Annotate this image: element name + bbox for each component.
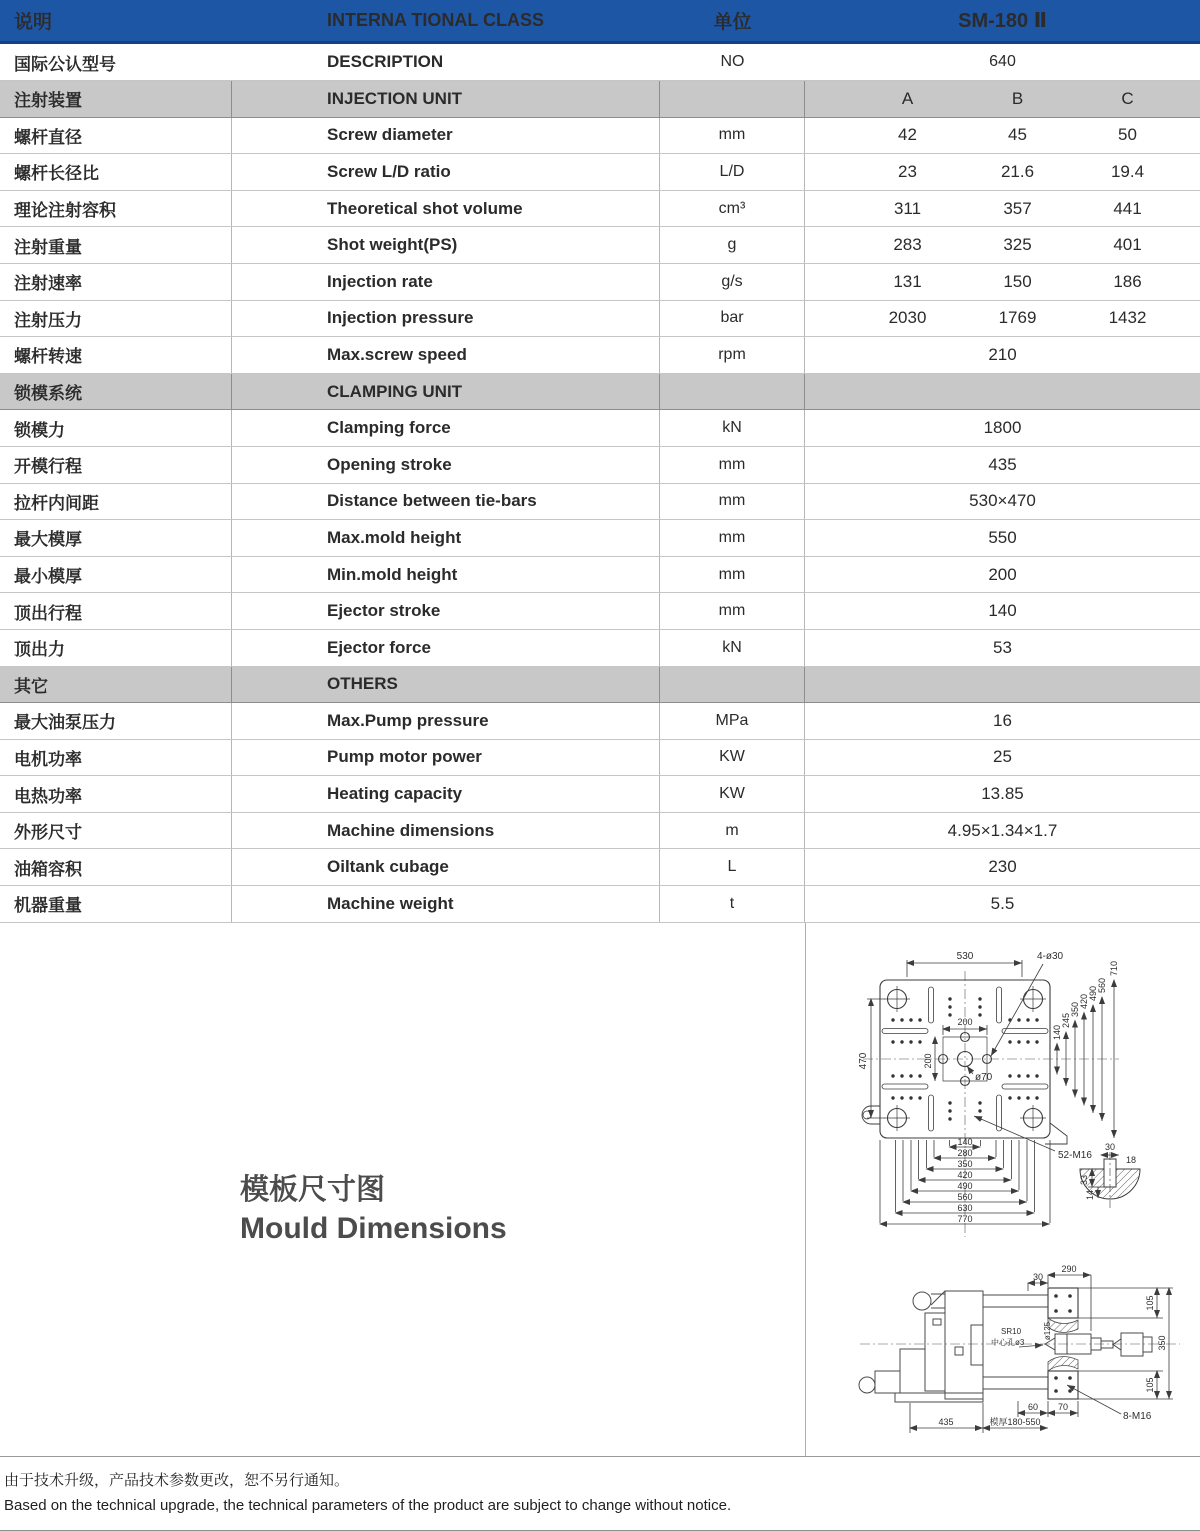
row-values bbox=[805, 849, 1200, 885]
dim-label: 435 bbox=[938, 1416, 954, 1427]
row-value: 530×470 bbox=[969, 491, 1036, 511]
table-row bbox=[0, 776, 1200, 813]
row-unit: mm bbox=[660, 447, 805, 483]
table-row bbox=[0, 118, 1200, 155]
dim-label: 630 bbox=[957, 1202, 973, 1213]
dim-label: 560 bbox=[1097, 977, 1107, 993]
row-value: 200 bbox=[988, 564, 1017, 584]
row-label-cn: 开模行程 bbox=[0, 447, 232, 483]
dim-label: 140 bbox=[1052, 1024, 1062, 1040]
row-label-cn: 锁模力 bbox=[0, 410, 232, 446]
dim-label: 105 bbox=[1145, 1377, 1155, 1393]
row-label-cn: 最小模厚 bbox=[0, 557, 232, 593]
value-b: 357 bbox=[1003, 198, 1032, 218]
section-label-en: CLAMPING UNIT bbox=[232, 374, 660, 410]
dim-label: 350 bbox=[957, 1158, 973, 1169]
table-subheader-row bbox=[0, 44, 1200, 81]
value-a: 311 bbox=[893, 198, 922, 218]
subheader-label-en: DESCRIPTION bbox=[327, 52, 444, 71]
row-value: 140 bbox=[988, 601, 1017, 621]
table-row bbox=[0, 301, 1200, 338]
row-unit: KW bbox=[660, 740, 805, 776]
table-row bbox=[0, 520, 1200, 557]
row-label-cn: 外形尺寸 bbox=[0, 813, 232, 849]
table-row bbox=[0, 191, 1200, 228]
dim-label: 60 bbox=[1027, 1401, 1039, 1412]
table-row bbox=[0, 630, 1200, 667]
subheader-model-number: 640 bbox=[989, 53, 1016, 70]
row-value: 53 bbox=[993, 637, 1012, 657]
value-a: 2030 bbox=[888, 308, 927, 328]
header-model-name: SM-180 Ⅱ bbox=[958, 10, 1047, 32]
nozzle-dim-label: ø125 bbox=[1043, 1321, 1052, 1340]
dim-label: 770 bbox=[957, 1213, 973, 1224]
table-row bbox=[0, 813, 1200, 850]
dim-label: 280 bbox=[957, 1147, 973, 1158]
table-row bbox=[0, 227, 1200, 264]
section-row-clamping-unit bbox=[0, 374, 1200, 411]
dim-label: 70 bbox=[1057, 1401, 1069, 1412]
machine-side-view-drawing bbox=[805, 1261, 1200, 1439]
value-a: 23 bbox=[898, 161, 917, 181]
row-value: 5.5 bbox=[990, 893, 1015, 913]
value-b: 150 bbox=[1003, 271, 1032, 291]
row-values bbox=[805, 630, 1200, 666]
row-label-cn: 顶出力 bbox=[0, 630, 232, 666]
col-a-header: A bbox=[901, 88, 914, 108]
row-values bbox=[805, 191, 1200, 227]
row-unit: L bbox=[660, 849, 805, 885]
row-unit: rpm bbox=[660, 337, 805, 373]
row-values bbox=[805, 813, 1200, 849]
row-label-en: Ejector force bbox=[232, 630, 660, 666]
row-label-cn: 最大模厚 bbox=[0, 520, 232, 556]
row-label-en: Min.mold height bbox=[232, 557, 660, 593]
row-values bbox=[805, 410, 1200, 446]
row-values bbox=[805, 227, 1200, 263]
row-label-en: Max.screw speed bbox=[232, 337, 660, 373]
row-values bbox=[805, 886, 1200, 922]
row-label-cn: 螺杆转速 bbox=[0, 337, 232, 373]
row-value: 4.95×1.34×1.7 bbox=[947, 820, 1058, 840]
row-label-en: Opening stroke bbox=[232, 447, 660, 483]
header-label-en: INTERNA TIONAL CLASS bbox=[327, 10, 545, 30]
value-a: 283 bbox=[893, 235, 922, 255]
row-unit: MPa bbox=[660, 703, 805, 739]
section-label-cn: 注射装置 bbox=[0, 81, 232, 117]
section-label-en: OTHERS bbox=[232, 667, 660, 703]
dim-label: 530 bbox=[956, 950, 974, 962]
dim-label: 560 bbox=[957, 1191, 973, 1202]
dim-label: 30 bbox=[1104, 1141, 1116, 1152]
row-unit: KW bbox=[660, 776, 805, 812]
column-headers-abc bbox=[805, 81, 1200, 117]
row-unit: kN bbox=[660, 410, 805, 446]
row-unit: mm bbox=[660, 520, 805, 556]
value-c: 401 bbox=[1113, 235, 1142, 255]
dim-label: 710 bbox=[1109, 960, 1119, 976]
subheader-label-cn: 国际公认型号 bbox=[14, 54, 116, 74]
row-unit: mm bbox=[660, 484, 805, 520]
value-c: 441 bbox=[1113, 198, 1142, 218]
row-label-cn: 注射速率 bbox=[0, 264, 232, 300]
row-value: 210 bbox=[988, 344, 1017, 364]
section-unit bbox=[660, 667, 805, 703]
header-unit-label: 单位 bbox=[713, 12, 752, 33]
row-label-en: Screw L/D ratio bbox=[232, 154, 660, 190]
row-unit: mm bbox=[660, 557, 805, 593]
row-label-cn: 最大油泵压力 bbox=[0, 703, 232, 739]
col-b-header: B bbox=[1011, 88, 1024, 108]
row-values bbox=[805, 520, 1200, 556]
section-label-en: INJECTION UNIT bbox=[232, 81, 660, 117]
row-unit: g bbox=[660, 227, 805, 263]
row-label-cn: 电机功率 bbox=[0, 740, 232, 776]
table-row bbox=[0, 557, 1200, 594]
row-label-en: Machine dimensions bbox=[232, 813, 660, 849]
row-unit: mm bbox=[660, 118, 805, 154]
value-b: 325 bbox=[1003, 235, 1032, 255]
section-row-injection-unit bbox=[0, 81, 1200, 118]
mold-thickness-label: 模厚180-550 bbox=[989, 1416, 1041, 1427]
section-values bbox=[805, 667, 1200, 703]
dim-label: 490 bbox=[1088, 985, 1098, 1001]
row-value: 13.85 bbox=[981, 784, 1024, 804]
value-c: 50 bbox=[1118, 125, 1137, 145]
dim-label: 420 bbox=[957, 1169, 973, 1180]
section-row-others bbox=[0, 667, 1200, 704]
row-values bbox=[805, 154, 1200, 190]
row-label-en: Injection pressure bbox=[232, 301, 660, 337]
table-header-row bbox=[0, 0, 1200, 44]
dim-label: 33 bbox=[1079, 1174, 1089, 1185]
row-values bbox=[805, 447, 1200, 483]
row-unit: kN bbox=[660, 630, 805, 666]
row-values bbox=[805, 593, 1200, 629]
table-row bbox=[0, 447, 1200, 484]
row-value: 230 bbox=[988, 857, 1017, 877]
dim-label: 30 bbox=[1032, 1271, 1044, 1282]
row-label-en: Shot weight(PS) bbox=[232, 227, 660, 263]
bolt-callout-label: 8-M16 bbox=[1123, 1410, 1152, 1422]
center-hole-label: 中心孔ø3 bbox=[991, 1337, 1025, 1347]
row-label-en: Distance between tie-bars bbox=[232, 484, 660, 520]
row-values bbox=[805, 118, 1200, 154]
row-unit: m bbox=[660, 813, 805, 849]
row-label-en: Heating capacity bbox=[232, 776, 660, 812]
row-label-en: Ejector stroke bbox=[232, 593, 660, 629]
row-label-cn: 注射压力 bbox=[0, 301, 232, 337]
dim-label: 350 bbox=[1157, 1335, 1167, 1351]
row-label-en: Pump motor power bbox=[232, 740, 660, 776]
row-label-en: Injection rate bbox=[232, 264, 660, 300]
value-a: 131 bbox=[893, 271, 922, 291]
value-a: 42 bbox=[898, 125, 917, 145]
section-unit bbox=[660, 374, 805, 410]
dim-label: 140 bbox=[957, 1136, 973, 1147]
row-values bbox=[805, 703, 1200, 739]
row-label-cn: 理论注射容积 bbox=[0, 191, 232, 227]
row-values bbox=[805, 557, 1200, 593]
bolt-callout-label: 52-M16 bbox=[1058, 1149, 1092, 1161]
row-unit: L/D bbox=[660, 154, 805, 190]
footer-note-en: Based on the technical upgrade, the technical parameters of the product are subject to change without notice. bbox=[4, 1496, 732, 1514]
row-value: 16 bbox=[993, 710, 1012, 730]
row-values bbox=[805, 264, 1200, 300]
row-label-en: Theoretical shot volume bbox=[232, 191, 660, 227]
value-b: 45 bbox=[1008, 125, 1027, 145]
dim-label: 245 bbox=[1061, 1012, 1071, 1028]
value-c: 186 bbox=[1113, 271, 1142, 291]
mould-caption-cn: 模板尺寸图 bbox=[240, 1173, 386, 1206]
center-hole-label: ø70 bbox=[975, 1071, 993, 1083]
row-unit: cm³ bbox=[660, 191, 805, 227]
section-unit bbox=[660, 81, 805, 117]
value-c: 1432 bbox=[1108, 308, 1147, 328]
hole-callout-label: 4-ø30 bbox=[1037, 950, 1064, 962]
section-label-cn: 其它 bbox=[0, 667, 232, 703]
header-label-cn: 说明 bbox=[14, 12, 53, 33]
row-values bbox=[805, 337, 1200, 373]
row-unit: bar bbox=[660, 301, 805, 337]
row-unit: mm bbox=[660, 593, 805, 629]
dim-label: 350 bbox=[1070, 1001, 1080, 1017]
dim-label: 420 bbox=[1079, 993, 1089, 1009]
dim-label: 105 bbox=[1145, 1295, 1155, 1311]
dim-label: 14 bbox=[1085, 1189, 1095, 1200]
table-row bbox=[0, 154, 1200, 191]
table-row bbox=[0, 703, 1200, 740]
value-b: 21.6 bbox=[1000, 161, 1035, 181]
dim-label: 470 bbox=[858, 1052, 869, 1069]
row-label-en: Clamping force bbox=[232, 410, 660, 446]
footer-note-cn: 由于技术升级，产品技术参数更改，恕不另行通知。 bbox=[4, 1471, 350, 1489]
row-values bbox=[805, 740, 1200, 776]
row-label-cn: 油箱容积 bbox=[0, 849, 232, 885]
row-unit: g/s bbox=[660, 264, 805, 300]
table-row bbox=[0, 740, 1200, 777]
row-label-cn: 螺杆长径比 bbox=[0, 154, 232, 190]
platen-front-view-drawing bbox=[805, 937, 1200, 1257]
row-value: 435 bbox=[988, 454, 1017, 474]
row-label-en: Max.Pump pressure bbox=[232, 703, 660, 739]
footer-note bbox=[0, 1456, 1200, 1531]
row-label-cn: 螺杆直径 bbox=[0, 118, 232, 154]
mould-dimensions-region bbox=[0, 923, 1200, 1456]
section-values bbox=[805, 374, 1200, 410]
table-row bbox=[0, 849, 1200, 886]
row-unit: t bbox=[660, 886, 805, 922]
row-label-cn: 机器重量 bbox=[0, 886, 232, 922]
sr-label: SR10 bbox=[1001, 1326, 1022, 1336]
section-label-cn: 锁模系统 bbox=[0, 374, 232, 410]
mould-caption-en: Mould Dimensions bbox=[240, 1211, 507, 1245]
row-value: 550 bbox=[988, 527, 1017, 547]
value-b: 1769 bbox=[998, 308, 1037, 328]
subheader-no-label: NO bbox=[720, 53, 745, 70]
row-label-en: Max.mold height bbox=[232, 520, 660, 556]
dim-label: 290 bbox=[1061, 1263, 1077, 1274]
table-row bbox=[0, 484, 1200, 521]
row-label-en: Oiltank cubage bbox=[232, 849, 660, 885]
row-label-cn: 电热功率 bbox=[0, 776, 232, 812]
dim-label: 200 bbox=[957, 1016, 973, 1027]
table-row bbox=[0, 410, 1200, 447]
row-label-en: Screw diameter bbox=[232, 118, 660, 154]
row-label-en: Machine weight bbox=[232, 886, 660, 922]
value-c: 19.4 bbox=[1110, 161, 1145, 181]
row-values bbox=[805, 301, 1200, 337]
dim-label: 200 bbox=[923, 1053, 933, 1069]
row-label-cn: 拉杆内间距 bbox=[0, 484, 232, 520]
row-values bbox=[805, 776, 1200, 812]
dim-label: 18 bbox=[1126, 1154, 1137, 1165]
row-label-cn: 顶出行程 bbox=[0, 593, 232, 629]
dim-label: 490 bbox=[957, 1180, 973, 1191]
table-row bbox=[0, 337, 1200, 374]
row-value: 1800 bbox=[983, 418, 1022, 438]
row-values bbox=[805, 484, 1200, 520]
row-label-cn: 注射重量 bbox=[0, 227, 232, 263]
col-c-header: C bbox=[1121, 88, 1134, 108]
table-row bbox=[0, 593, 1200, 630]
table-row bbox=[0, 886, 1200, 923]
table-row bbox=[0, 264, 1200, 301]
row-value: 25 bbox=[993, 747, 1012, 767]
